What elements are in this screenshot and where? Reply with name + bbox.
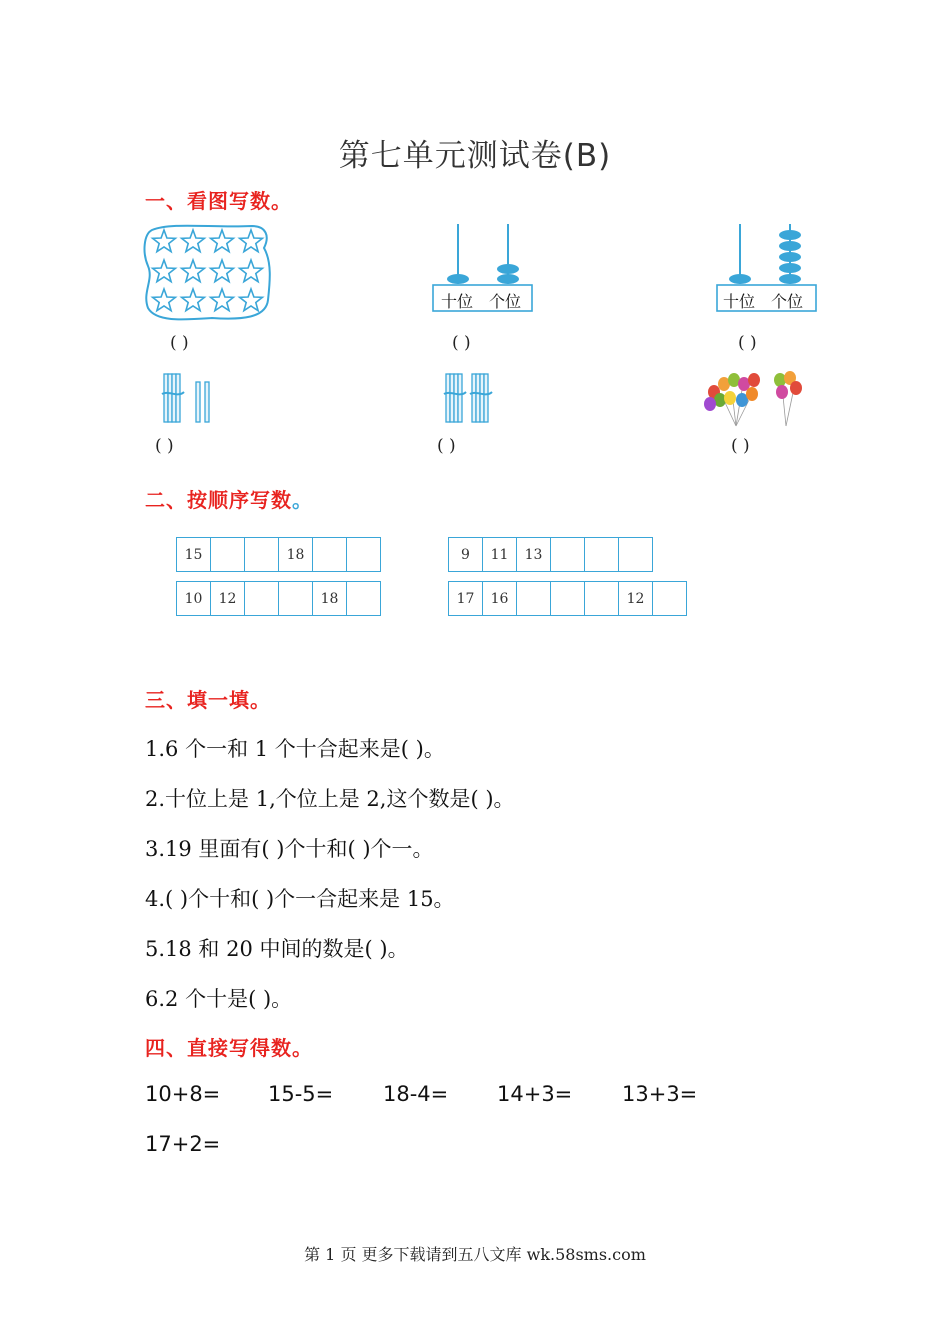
sequence-cell[interactable] (551, 538, 585, 572)
sequence-cell[interactable] (585, 538, 619, 572)
star-icon (211, 289, 234, 311)
sequence-cell: 11 (483, 538, 517, 572)
answer-blank-4: ( ) (155, 436, 174, 456)
sequence-cell[interactable] (653, 582, 687, 616)
answer-blank-2: ( ) (452, 333, 471, 353)
calc-4: 14+3= (497, 1082, 573, 1106)
abacus-1-ones-label: 个位 (489, 292, 522, 311)
sequence-cell[interactable] (245, 538, 279, 572)
sequence-cell[interactable] (517, 582, 551, 616)
star-icon (240, 260, 263, 282)
abacus-1-tens-label: 十位 (441, 292, 474, 311)
sequence-cell: 13 (517, 538, 551, 572)
sequence-cell: 12 (211, 582, 245, 616)
sequence-cell: 18 (313, 582, 347, 616)
sequence-cell: 9 (449, 538, 483, 572)
sequence-cell[interactable] (347, 538, 381, 572)
calc-3: 18-4= (383, 1082, 449, 1106)
page-footer: 第 1 页 更多下载请到五八文库 wk.58sms.com (304, 1245, 646, 1264)
sequence-cell[interactable] (347, 582, 381, 616)
star-icon (182, 289, 205, 311)
question-5: 5.18 和 20 中间的数是( )。 (145, 937, 409, 961)
section-2-heading-text: 二、按顺序写数 (145, 488, 292, 512)
section-2-heading-dot: 。 (292, 488, 313, 512)
sequence-cell: 10 (177, 582, 211, 616)
sequence-cell[interactable] (279, 582, 313, 616)
sequence-cell[interactable] (551, 582, 585, 616)
question-3: 3.19 里面有( )个十和( )个一。 (145, 837, 434, 861)
sequence-cell[interactable] (211, 538, 245, 572)
question-4: 4.( )个十和( )个一合起来是 15。 (145, 887, 455, 911)
star-icon (211, 260, 234, 282)
sticks-picture-1 (158, 372, 218, 426)
calc-1: 10+8= (145, 1082, 221, 1106)
sequence-cell: 15 (177, 538, 211, 572)
calc-6: 17+2= (145, 1132, 221, 1156)
sequence-cell[interactable] (313, 538, 347, 572)
sequence-grid-a1 (176, 537, 381, 572)
page-title: 第七单元测试卷(B) (338, 138, 612, 174)
section-1-heading: 一、看图写数。 (145, 189, 292, 213)
star-icon (182, 260, 205, 282)
star-icon (240, 230, 263, 252)
sequence-grid-a2 (176, 581, 381, 616)
sequence-cell[interactable] (619, 538, 653, 572)
star-icon (153, 260, 176, 282)
star-icon (182, 230, 205, 252)
star-icon (211, 230, 234, 252)
answer-blank-3: ( ) (738, 333, 757, 353)
sequence-cell[interactable] (585, 582, 619, 616)
abacus-2-ones-label: 个位 (771, 292, 804, 311)
sequence-grid-b2 (448, 581, 687, 616)
section-2-heading (145, 484, 313, 513)
sticks-picture-2 (442, 372, 498, 426)
sequence-cell: 12 (619, 582, 653, 616)
stars-picture (142, 222, 274, 324)
sequence-cell[interactable] (245, 582, 279, 616)
balloons-picture (702, 370, 808, 430)
star-icon (153, 230, 176, 252)
question-1: 1.6 个一和 1 个十合起来是( )。 (145, 737, 445, 761)
star-icon (153, 289, 176, 311)
answer-blank-5: ( ) (437, 436, 456, 456)
answer-blank-1: ( ) (170, 333, 189, 353)
calc-5: 13+3= (622, 1082, 698, 1106)
sequence-cell: 18 (279, 538, 313, 572)
answer-blank-6: ( ) (731, 436, 750, 456)
sequence-grid-b1 (448, 537, 653, 572)
sequence-cell: 16 (483, 582, 517, 616)
question-6: 6.2 个十是( )。 (145, 987, 293, 1011)
section-3-heading: 三、填一填。 (145, 688, 271, 712)
sequence-cell: 17 (449, 582, 483, 616)
question-2: 2.十位上是 1,个位上是 2,这个数是( )。 (145, 787, 515, 811)
abacus-2-tens-label: 十位 (723, 292, 756, 311)
calc-2: 15-5= (268, 1082, 334, 1106)
star-icon (240, 289, 263, 311)
section-4-heading: 四、直接写得数。 (145, 1036, 313, 1060)
